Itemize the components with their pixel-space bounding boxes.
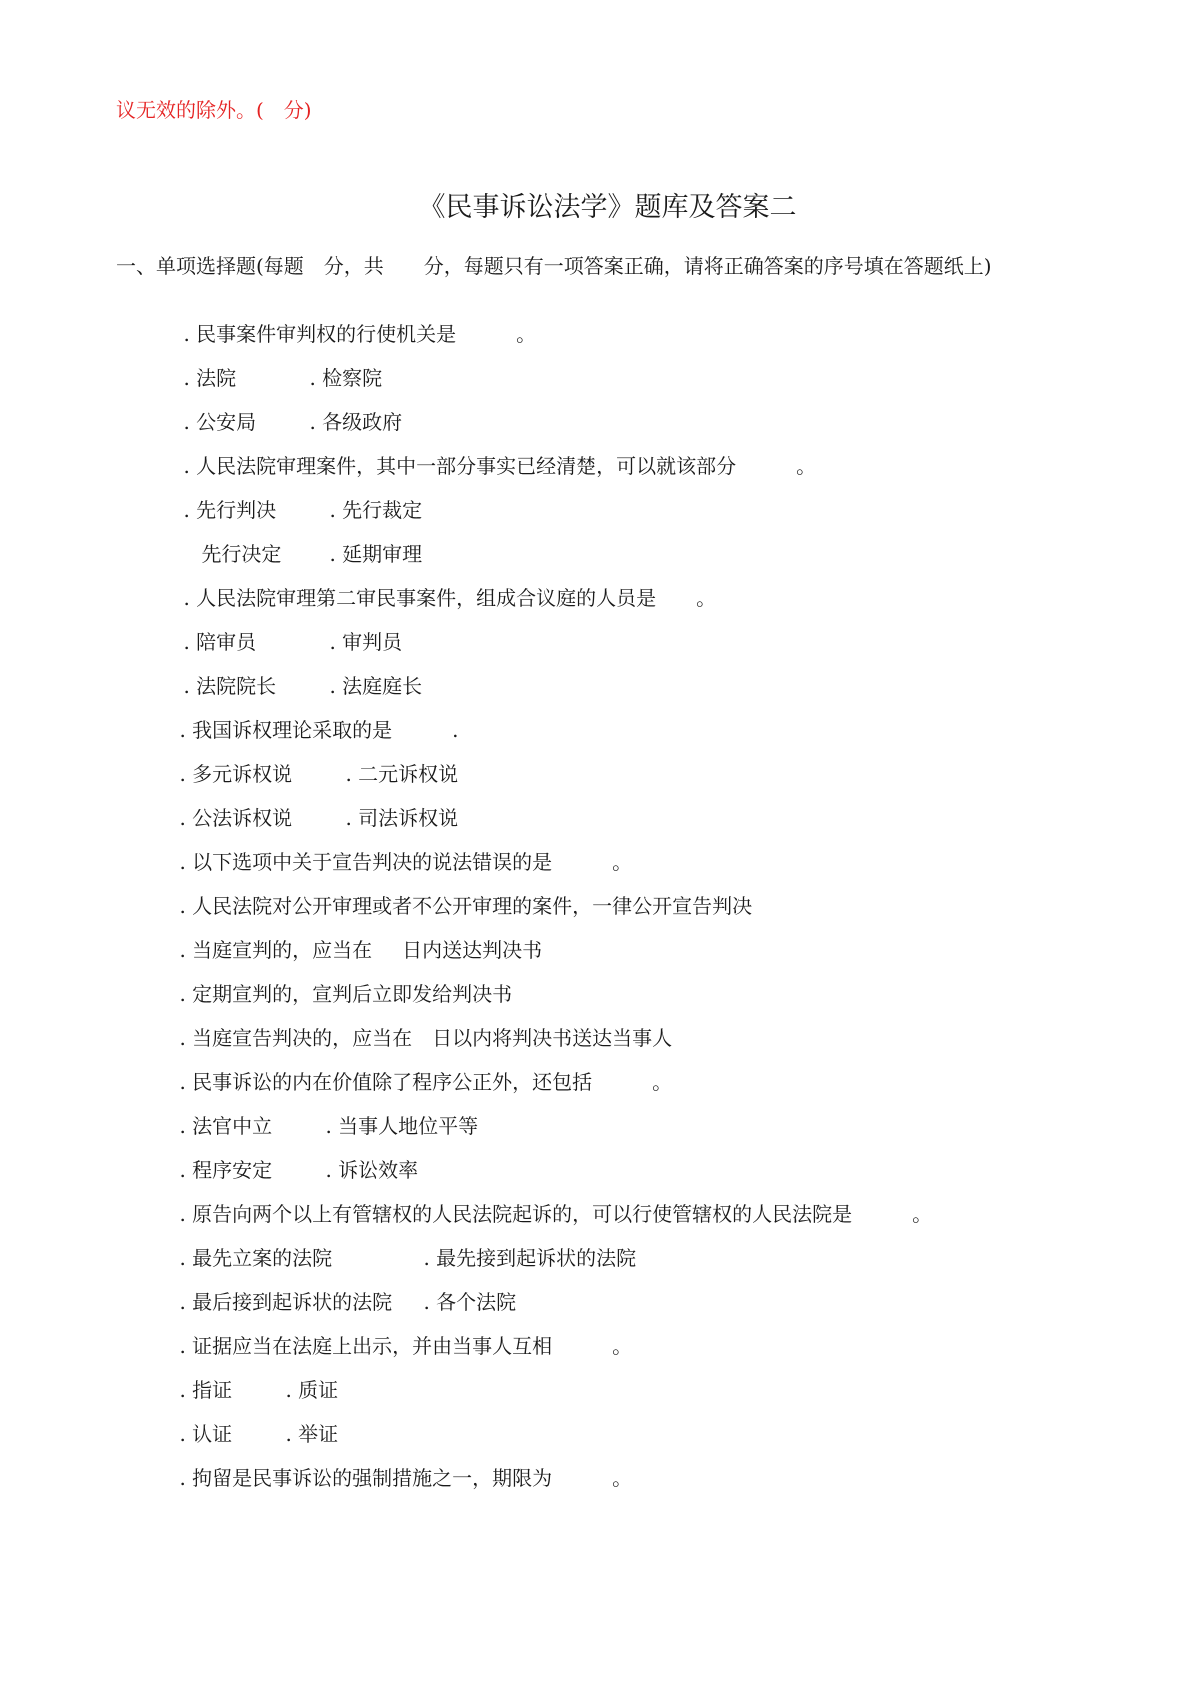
- question-5-option-d: . 当庭宣告判决的，应当在 日以内将判决书送达当事人: [179, 1026, 673, 1050]
- question-6-options-cd: . 程序安定 . 诉讼效率: [179, 1158, 419, 1182]
- question-2-options-cd: 先行决定 . 延期审理: [201, 542, 423, 566]
- question-3-options-ab: . 陪审员 . 审判员: [183, 630, 403, 654]
- question-7: . 原告向两个以上有管辖权的人民法院起诉的，可以行使管辖权的人民法院是 。: [179, 1202, 933, 1226]
- section-heading: 一、单项选择题(每题 分，共 分，每题只有一项答案正确，请将正确答案的序号填在答题纸上): [116, 254, 992, 278]
- question-6: . 民事诉讼的内在价值除了程序公正外，还包括 。: [179, 1070, 673, 1094]
- question-5-option-b: . 当庭宣判的，应当在 日内送达判决书: [179, 938, 543, 962]
- question-2-options-ab: . 先行判决 . 先行裁定: [183, 498, 423, 522]
- question-1-options-cd: . 公安局 . 各级政府: [183, 410, 403, 434]
- question-9: . 拘留是民事诉讼的强制措施之一，期限为 。: [179, 1466, 633, 1490]
- question-2: . 人民法院审理案件，其中一部分事实已经清楚，可以就该部分 。: [183, 454, 817, 478]
- question-8-options-ab: . 指证 . 质证: [179, 1378, 339, 1402]
- question-7-options-cd: . 最后接到起诉状的法院 . 各个法院: [179, 1290, 517, 1314]
- question-7-options-ab: . 最先立案的法院 . 最先接到起诉状的法院: [179, 1246, 637, 1270]
- question-4-options-cd: . 公法诉权说 . 司法诉权说: [179, 806, 459, 830]
- question-3-options-cd: . 法院院长 . 法庭庭长: [183, 674, 423, 698]
- question-1-options-ab: . 法院 . 检察院: [183, 366, 383, 390]
- document-title: 《民事诉讼法学》题库及答案二: [418, 192, 797, 223]
- question-4: . 我国诉权理论采取的是 .: [179, 718, 459, 742]
- question-8-options-cd: . 认证 . 举证: [179, 1422, 339, 1446]
- previous-page-fragment: 议无效的除外。( 分): [116, 98, 312, 122]
- question-5-option-c: . 定期宣判的，宣判后立即发给判决书: [179, 982, 513, 1006]
- question-1: . 民事案件审判权的行使机关是 。: [183, 322, 537, 346]
- question-5-option-a: . 人民法院对公开审理或者不公开审理的案件，一律公开宣告判决: [179, 894, 753, 918]
- question-8: . 证据应当在法庭上出示，并由当事人互相 。: [179, 1334, 633, 1358]
- question-3: . 人民法院审理第二审民事案件，组成合议庭的人员是 。: [183, 586, 717, 610]
- question-4-options-ab: . 多元诉权说 . 二元诉权说: [179, 762, 459, 786]
- question-5: . 以下选项中关于宣告判决的说法错误的是 。: [179, 850, 633, 874]
- question-6-options-ab: . 法官中立 . 当事人地位平等: [179, 1114, 479, 1138]
